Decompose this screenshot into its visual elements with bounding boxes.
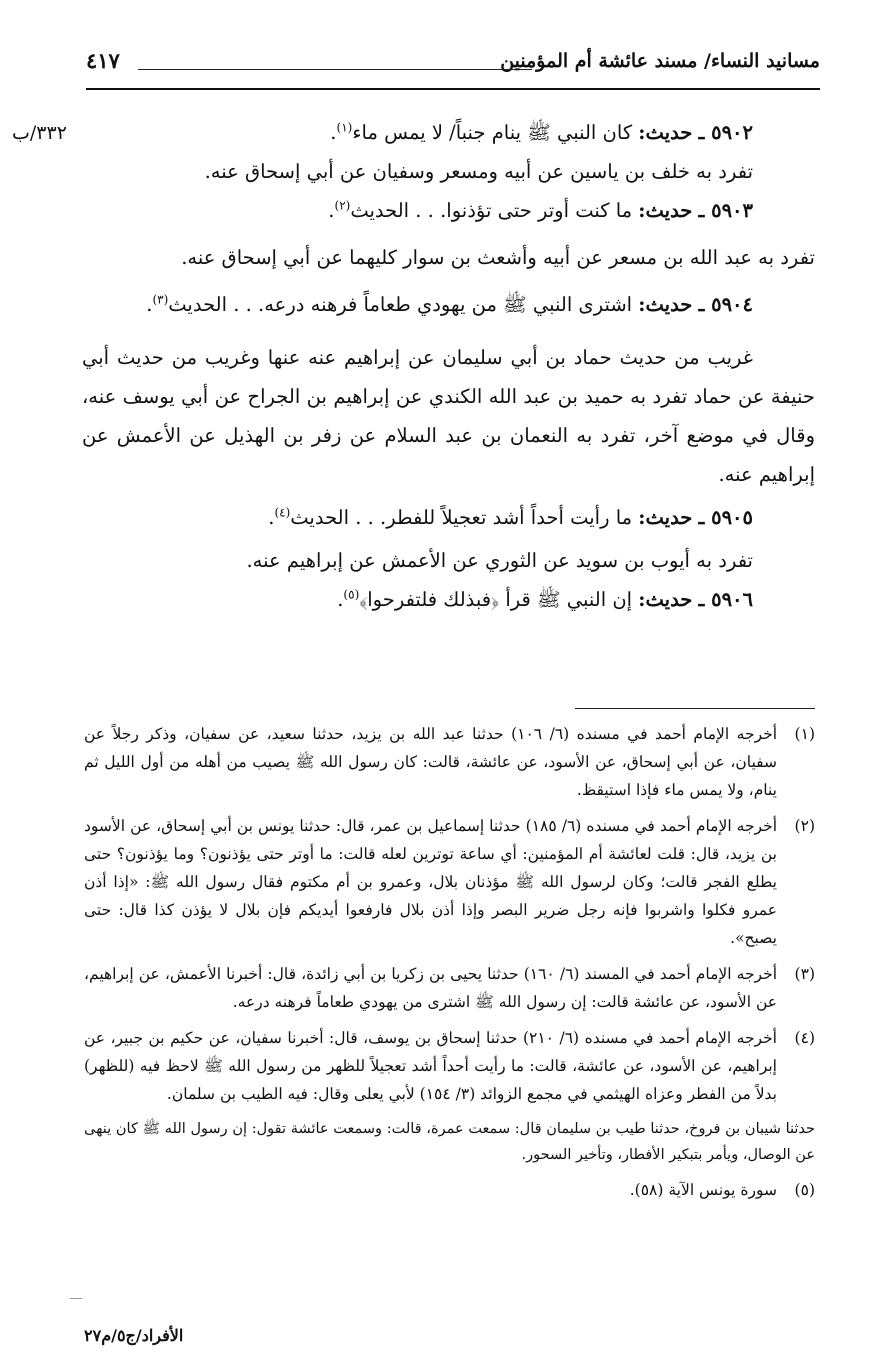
footnote-text: أخرجه الإمام أحمد في المسند (٦/ ١٦٠) حدثنا يحيى بن زكريا بن أبي زائدة، قال: أخبرنا الأعمش، عن إبراهيم، عن الأسود، عن عائشة قالت: إن رسول الله ﷺ اشترى من يهودي طعاماً فرهنه درعه. (84, 965, 777, 1011)
hadith-number: ٥٩٠٤ ـ (698, 293, 753, 316)
print-signature: الأفراد/ج٥/م٢٧ (84, 1326, 184, 1345)
hadith-number: ٥٩٠٦ ـ (698, 588, 753, 611)
footnote-text: أخرجه الإمام أحمد في مسنده (٦/ ٢١٠) حدثنا إسحاق بن يوسف، قال: أخبرنا سفيان، عن حكيم بن جبير، عن إبراهيم، عن الأسود، عن عائشة، قالت: ما رأيت أحداً أشد تعجيلاً للظهر من رسول الله ﷺ لاحظ فيه (للظهر) بدلاً من الفطر وعزاه الهيثمي في مجمع الزوائد (٣/ ١٥٤) لأبي يعلى وقال: فيه الطيب بن سلمان. (84, 1029, 777, 1103)
hadith-text: ما كنت أوتر حتى تؤذنوا. . . الحديث (350, 199, 639, 222)
commentary-5902: تفرد به خلف بن ياسين عن أبيه ومسعر وسفيان عن أبي إسحاق عنه. (204, 160, 753, 183)
footnote-number: (٤) (794, 1029, 815, 1047)
hadith-number: ٥٩٠٥ ـ (698, 506, 753, 529)
footnote-ref: (٣) (152, 292, 169, 307)
hadith-keyword: حديث: (638, 293, 693, 316)
hadith-5904 (82, 285, 815, 324)
hadith-5905 (82, 498, 815, 537)
header-rule (86, 88, 820, 90)
hadith-keyword: حديث: (638, 121, 693, 144)
commentary-5904: غريب من حديث حماد بن أبي سليمان عن إبراهيم عنه عنها وغريب من حديث أبي حنيفة عن حماد تفرد به حميد بن عبد الله الكندي عن إبراهيم بن الجراح عن أبي يوسف عنه، وقال في موضع آخر، تفرد به النعمان بن عبد السلام عن زفر بن الهذيل عن الأعمش عن إبراهيم عنه. (82, 346, 815, 486)
margin-folio-note: ٣٣٢/ب (12, 122, 67, 144)
footnote-1 (84, 720, 815, 804)
hadith-text: كان النبي ﷺ ينام جنباً/ لا يمس ماء (352, 121, 639, 144)
hadith-text: ما رأيت أحداً أشد تعجيلاً للفطر. . . الحديث (290, 506, 639, 529)
hadith-text: اشترى النبي ﷺ من يهودي طعاماً فرهنه درعه. . . الحديث (168, 293, 639, 316)
hadith-end: . (330, 121, 337, 144)
hadith-keyword: حديث: (638, 506, 693, 529)
hadith-end: . (337, 588, 344, 611)
footnote-ref: (٤) (274, 505, 291, 520)
header-dash-line (138, 69, 532, 70)
hadith-end: . (328, 199, 335, 222)
small-mark (70, 1298, 82, 1299)
hadith-5903 (82, 191, 815, 230)
commentary-5905: تفرد به أيوب بن سويد عن الثوري عن الأعمش عن إبراهيم عنه. (246, 549, 753, 572)
footnote-4 (84, 1024, 815, 1108)
footnote-ref: (٥) (343, 587, 360, 602)
footnote-ref: (١) (336, 120, 353, 135)
footnote-number: (٢) (794, 817, 815, 835)
hadith-keyword: حديث: (638, 199, 693, 222)
hadith-end: . (268, 506, 275, 529)
footnote-text: أخرجه الإمام أحمد في مسنده (٦/ ١٠٦) حدثنا عبد الله بن يزيد، حدثنا سعيد، عن سفيان، وذكر رجلاً عن سفيان، عن أبي إسحاق، عن الأسود، عن عائشة، قالت: كان رسول الله ﷺ يصيب من أهله من أول الليل ثم ينام، ولا يمس ماء فإذا استيقظ. (84, 725, 778, 799)
hadith-5902 (82, 113, 815, 152)
footnote-5 (84, 1176, 815, 1204)
footnote-separator (575, 708, 815, 709)
hadith-number: ٥٩٠٣ ـ (698, 199, 753, 222)
hadith-keyword: حديث: (638, 588, 693, 611)
footnote-4-continuation: حدثنا شيبان بن فروخ، حدثنا طيب بن سليمان قال: سمعت عمرة، قالت: وسمعت عائشة تقول: إن رسول الله ﷺ كان ينهى عن الوصال، ويأمر بتبكير الأفطار، وتأخير السحور. (84, 1121, 815, 1163)
page-number: ٤١٧ (86, 48, 120, 73)
hadith-text: إن النبي ﷺ قرأ ﴿فبذلك فلتفرحوا﴾ (359, 588, 639, 611)
footnote-ref: (٢) (334, 198, 351, 213)
hadith-end: . (146, 293, 153, 316)
hadith-5906 (82, 580, 815, 619)
footnote-text: أخرجه الإمام أحمد في مسنده (٦/ ١٨٥) حدثنا إسماعيل بن عمر، قال: حدثنا يونس بن أبي إسحاق، عن الأسود بن يزيد، قال: قلت لعائشة أم المؤمنين: أي ساعة توترين لعله قالت: ما أوتر حتى يؤذنون؟ وما يؤذنون؟ حتى يطلع الفجر قالت؛ وكان لرسول الله ﷺ مؤذنان بلال، وعمرو بن أم مكتوم فقال رسول الله ﷺ: «إذا أذن عمرو فكلوا واشربوا فإنه رجل ضرير البصر وإذا أذن بلال فارفعوا أيديكم فإن بلال لا يؤذن كذا قال: حتى يصبح». (84, 817, 777, 947)
running-header (86, 42, 820, 90)
footnotes (84, 720, 815, 1212)
footnote-3 (84, 960, 815, 1016)
footnote-number: (١) (794, 725, 815, 743)
footnote-number: (٥) (794, 1181, 815, 1199)
footnote-2 (84, 812, 815, 952)
commentary-5903: تفرد به عبد الله بن مسعر عن أبيه وأشعث بن سوار كليهما عن أبي إسحاق عنه. (181, 246, 815, 269)
hadith-number: ٥٩٠٢ ـ (698, 121, 753, 144)
footnote-number: (٣) (794, 965, 815, 983)
footnote-text: سورة يونس الآية (٥٨). (629, 1181, 777, 1199)
main-text (82, 113, 815, 619)
header-title: مسانيد النساء/ مسند عائشة أم المؤمنين (500, 50, 820, 72)
